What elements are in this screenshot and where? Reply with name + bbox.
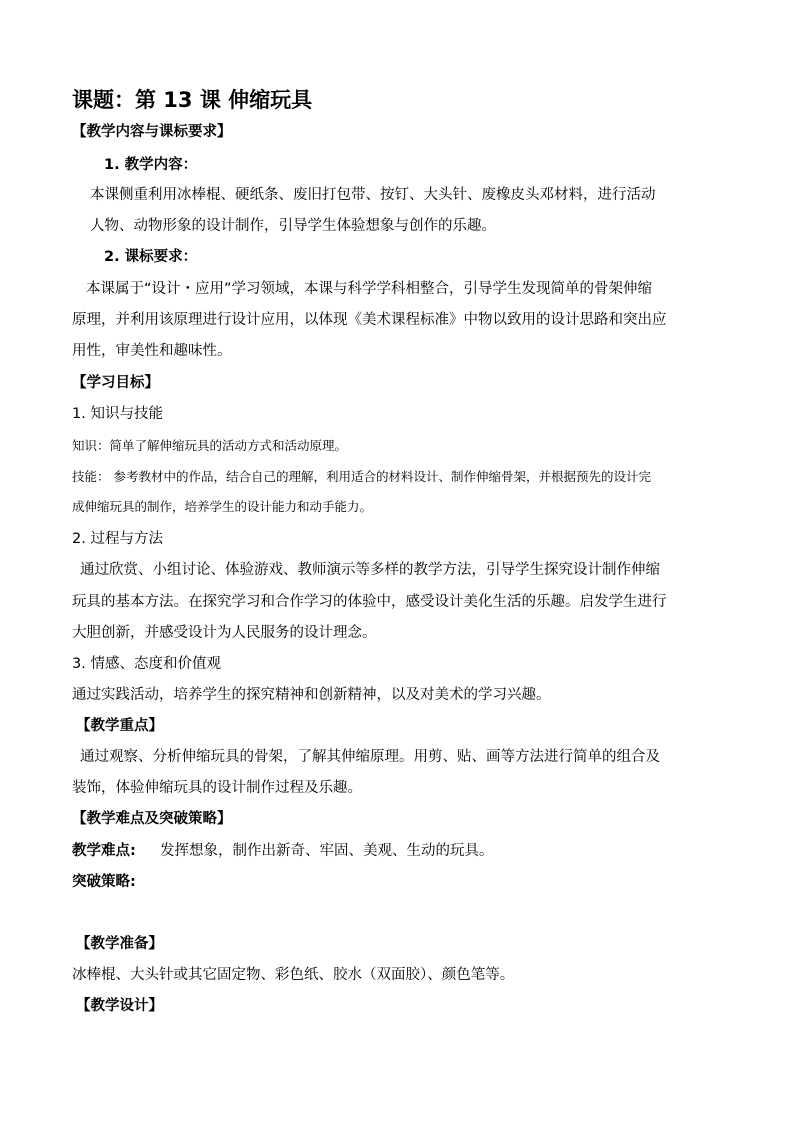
key-points-paragraph-line: 装饰，体验伸缩玩具的设计制作过程及乐趣。 [72, 780, 362, 796]
goal-process-methods-label: 2. 过程与方法 [72, 531, 163, 547]
goal-process-paragraph-line: 玩具的基本方法。在探究学习和合作学习的体验中，感受设计美化生活的乐趣。启发学生进行 [72, 594, 667, 610]
content-requirements-heading: 【教学内容与课标要求】 [72, 124, 232, 140]
key-points-heading: 【教学重点】 [76, 718, 163, 734]
goal-knowledge-text: 知识：简单了解伸缩玩具的活动方式和活动原理。 [72, 438, 348, 453]
curriculum-standard-label: 2. 课标要求： [104, 249, 198, 265]
teaching-content-label: 1. 教学内容： [104, 157, 198, 173]
key-points-paragraph-line: 通过观察、分析伸缩玩具的骨架，了解其伸缩原理。用剪、贴、画等方法进行简单的组合及 [80, 749, 660, 765]
goal-attitude-values-label: 3. 情感、态度和价值观 [72, 656, 221, 672]
goal-process-paragraph-line: 大胆创新，并感受设计为人民服务的设计理念。 [72, 625, 377, 641]
curriculum-standard-paragraph-line: 原理，并利用该原理进行设计应用，以体现《美术课程标准》中物以致用的设计思路和突出应 [72, 312, 667, 328]
learning-goals-heading: 【学习目标】 [72, 375, 159, 391]
preparation-heading: 【教学准备】 [76, 936, 163, 952]
teaching-content-paragraph-line: 人物、动物形象的设计制作，引导学生体验想象与创作的乐趣。 [90, 218, 496, 234]
curriculum-standard-paragraph-line: 用性，审美性和趣味性。 [72, 343, 232, 359]
goal-knowledge-skills-label: 1. 知识与技能 [72, 406, 163, 422]
difficulties-heading: 【教学难点及突破策略】 [72, 811, 232, 827]
strategy-label: 突破策略: [72, 874, 136, 890]
goal-attitude-paragraph-line: 通过实践活动，培养学生的探究精神和创新精神，以及对美术的学习兴趣。 [72, 687, 551, 703]
goal-process-paragraph-line: 通过欣赏、小组讨论、体验游戏、教师演示等多样的教学方法，引导学生探究设计制作伸缩 [80, 562, 660, 578]
lesson-title: 课题：第 13 课 伸缩玩具 [72, 88, 313, 112]
curriculum-standard-paragraph-line: 本课属于“设计・应用”学习领域，本课与科学学科相整合，引导学生发现简单的骨架伸缩 [86, 281, 653, 297]
preparation-text: 冰棒棍、大头针或其它固定物、彩色纸、胶水（双面胶）、颜色笔等。 [72, 967, 515, 983]
difficulty-label: 教学难点: [72, 843, 136, 859]
teaching-design-heading: 【教学设计】 [76, 998, 163, 1014]
teaching-content-paragraph-line: 本课侧重利用冰棒棍、硬纸条、废旧打包带、按钉、大头针、废橡皮头邓材料，进行活动 [90, 187, 656, 203]
difficulty-text: 发挥想象，制作出新奇、牢固、美观、生动的玩具。 [160, 843, 494, 859]
goal-skill-text-line: 成伸缩玩具的制作，培养学生的设计能力和动手能力。 [72, 499, 373, 514]
goal-skill-text-line: 技能： 参考教材中的作品，结合自己的理解，利用适合的材料设计、制作伸缩骨架，并根据预先的设计完 [72, 469, 651, 484]
